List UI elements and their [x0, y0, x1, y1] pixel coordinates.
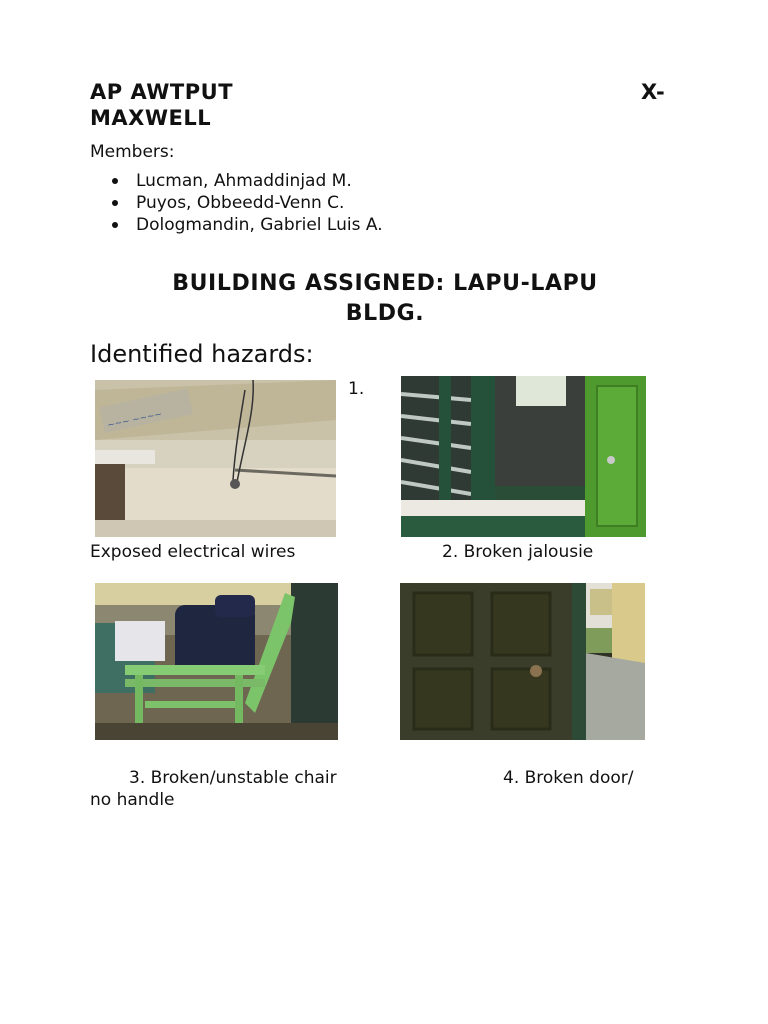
- wall-wires-photo: [95, 380, 336, 537]
- hazard-number-1: 1.: [348, 379, 365, 399]
- caption-door-cont: no handle: [90, 790, 175, 810]
- caption-wires: Exposed electrical wires: [90, 542, 296, 562]
- member-item: Puyos, Obbeedd-Venn C.: [90, 192, 383, 214]
- title-right: X-: [641, 80, 666, 104]
- members-label: Members:: [90, 142, 175, 162]
- caption-chair: 3. Broken/unstable chair: [129, 768, 337, 788]
- door-photo: [400, 583, 645, 740]
- title-line2: MAXWELL: [90, 106, 212, 130]
- building-line2: BLDG.: [345, 301, 425, 326]
- caption-door: 4. Broken door/: [503, 768, 634, 788]
- title-left: AP AWTPUT: [90, 80, 234, 104]
- member-item: Lucman, Ahmaddinjad M.: [90, 170, 383, 192]
- building-line1: BUILDING ASSIGNED: LAPU-LAPU: [172, 271, 598, 296]
- caption-jalousie: 2. Broken jalousie: [442, 542, 594, 562]
- hazards-heading: Identified hazards:: [90, 340, 314, 368]
- green-bench-photo: [95, 583, 338, 740]
- members-list: [90, 170, 383, 236]
- window-jalousie-photo: [401, 376, 646, 537]
- building-assigned: [90, 269, 680, 329]
- svg-text:~~~ ~~~~: ~~~ ~~~~: [106, 409, 164, 432]
- member-item: Dologmandin, Gabriel Luis A.: [90, 214, 383, 236]
